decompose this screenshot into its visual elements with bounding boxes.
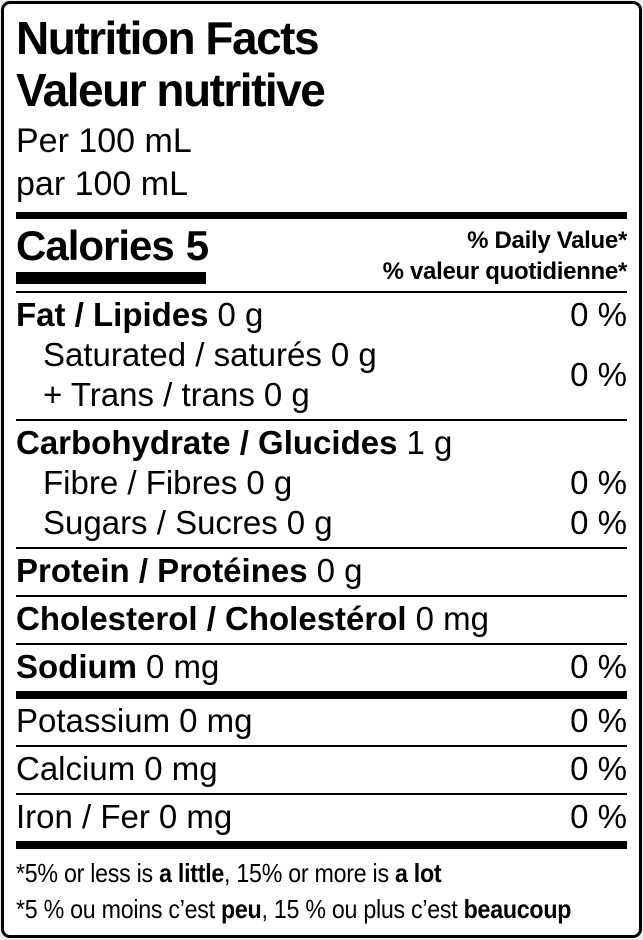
fat-row [16, 295, 627, 335]
footnote-en-bold2: a lot [394, 858, 442, 888]
divider-thick-bottom [16, 841, 627, 849]
trans-row [16, 375, 377, 415]
footnote-fr-text2: , 15 % ou plus c’est [261, 894, 464, 924]
cholesterol-label: Cholesterol / Cholestérol [16, 600, 407, 637]
daily-value-header [383, 223, 627, 287]
protein-section [16, 549, 627, 595]
calcium-label: Calcium [16, 750, 136, 787]
saturated-row [16, 335, 377, 375]
potassium-dv: 0 % [570, 702, 627, 739]
daily-value-header-en: % Daily Value* [467, 227, 627, 254]
iron-section [16, 795, 627, 841]
carbohydrate-row [16, 423, 627, 463]
divider-thick-top [16, 212, 627, 219]
footnote-en [16, 855, 629, 891]
serving-size-block [16, 120, 627, 206]
carbohydrate-amount: 1 g [406, 424, 453, 461]
daily-value-header-fr: % valeur quotidienne* [382, 258, 627, 285]
title-fr: Valeur nutritive [16, 64, 325, 116]
sodium-row [16, 647, 627, 687]
footnote-fr-bold2: beaucoup [463, 894, 572, 924]
protein-label: Protein / Protéines [16, 552, 308, 589]
footnote-fr [16, 891, 629, 927]
potassium-amount: 0 mg [179, 702, 253, 739]
serving-fr: par 100 mL [16, 165, 188, 203]
potassium-label: Potassium [16, 702, 171, 739]
footnotes [16, 855, 629, 927]
calcium-dv: 0 % [570, 750, 627, 787]
sugars-label: Sugars / Sucres [43, 504, 278, 541]
calcium-amount: 0 mg [144, 750, 218, 787]
iron-row [16, 797, 627, 837]
sodium-section [16, 645, 627, 691]
footnote-en-bold1: a little [159, 858, 225, 888]
calories-value: 5 [185, 222, 209, 269]
saturated-amount: 0 g [330, 336, 377, 373]
fat-group [16, 293, 627, 419]
sugars-amount: 0 g [286, 504, 333, 541]
carbohydrate-label: Carbohydrate / Glucides [16, 424, 398, 461]
footnote-fr-text1: *5 % ou moins c’est [16, 894, 221, 924]
divider-thick-middle [16, 691, 627, 699]
calories-underline-bar [16, 272, 206, 284]
iron-dv: 0 % [570, 798, 627, 835]
calories-block [16, 223, 208, 287]
cholesterol-row [16, 599, 627, 639]
fat-label: Fat / Lipides [16, 296, 209, 333]
label-titles [16, 4, 627, 116]
fibre-dv: 0 % [570, 464, 627, 501]
sugars-row [16, 503, 627, 543]
serving-en: Per 100 mL [16, 122, 192, 160]
fibre-label: Fibre / Fibres [43, 464, 238, 501]
sodium-label: Sodium [16, 648, 137, 685]
calcium-row [16, 749, 627, 789]
calories-section [16, 219, 627, 291]
cholesterol-amount: 0 mg [415, 600, 489, 637]
carbohydrate-group [16, 421, 627, 547]
iron-amount: 0 mg [158, 798, 233, 835]
fibre-amount: 0 g [246, 464, 293, 501]
calories-label: Calories [16, 222, 174, 269]
fat-amount: 0 g [217, 296, 264, 333]
potassium-row [16, 701, 627, 741]
sugars-dv: 0 % [570, 504, 627, 541]
sodium-amount: 0 mg [146, 648, 220, 685]
trans-amount: 0 g [263, 376, 310, 413]
title-en: Nutrition Facts [16, 12, 319, 64]
protein-row [16, 551, 627, 591]
potassium-section [16, 699, 627, 745]
fibre-row [16, 463, 627, 503]
fat-dv: 0 % [570, 296, 627, 333]
page-background [0, 1, 643, 940]
footnote-fr-bold1: peu [220, 894, 262, 924]
footnote-en-text1: *5% or less is [16, 858, 160, 888]
saturated-trans-dv: 0 % [570, 356, 627, 393]
iron-label: Iron / Fer [16, 798, 150, 835]
calcium-section [16, 747, 627, 793]
protein-amount: 0 g [316, 552, 363, 589]
nutrition-facts-label [1, 1, 642, 938]
sodium-dv: 0 % [570, 648, 627, 685]
trans-label: + Trans / trans [43, 376, 255, 413]
footnote-en-text2: , 15% or more is [224, 858, 395, 888]
saturated-label: Saturated / saturés [43, 336, 322, 373]
cholesterol-section [16, 597, 627, 643]
saturated-trans-rows [16, 335, 627, 415]
